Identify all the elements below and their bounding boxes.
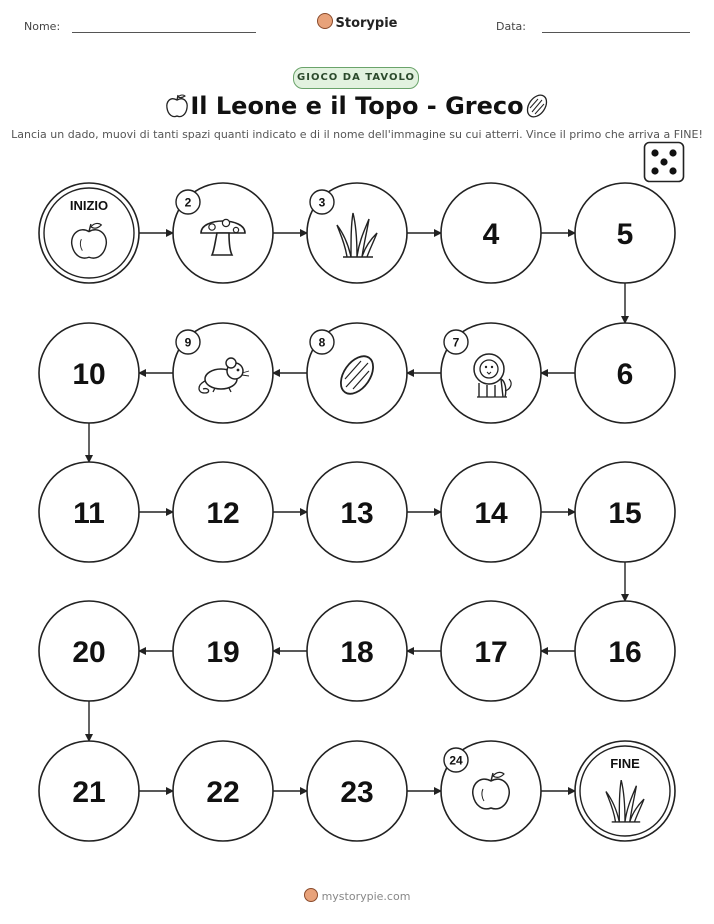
storypie-logo-icon [304,888,318,902]
board-space-22 [173,741,273,841]
board-space-12 [173,462,273,562]
footer [0,888,714,903]
board-space-3 [307,183,407,283]
board-spaces [39,183,675,841]
space-number: 10 [72,358,106,391]
board-space-18 [307,601,407,701]
space-number: 6 [616,358,634,391]
category-badge: GIOCO DA TAVOLO [293,67,419,89]
space-number: 4 [482,218,500,251]
footer-url: mystorypie.com [321,890,411,903]
page-title: Il Leone e il Topo - Greco [190,92,524,120]
space-number: 5 [616,218,634,251]
date-label: Data: [496,20,526,33]
board-space-21 [39,741,139,841]
space-number: 11 [73,497,105,530]
name-label: Nome: [24,20,61,33]
board-space-23 [307,741,407,841]
space-number: 15 [608,497,642,530]
board-space-9 [173,323,273,423]
space-label: INIZIO [69,198,109,213]
space-number: 21 [72,776,106,809]
space-number: 16 [608,636,642,669]
space-label: FINE [610,756,640,771]
board-space-fine [575,741,675,841]
space-number-badge: 3 [318,195,326,210]
board-space-11 [39,462,139,562]
board-space-6 [575,323,675,423]
board-space-19 [173,601,273,701]
board-space-4 [441,183,541,283]
board-space-16 [575,601,675,701]
space-number-badge: 9 [184,335,192,350]
space-number-badge: 8 [318,335,326,350]
board-space-2 [173,183,273,283]
board-space-17 [441,601,541,701]
board-space-15 [575,462,675,562]
space-number: 18 [340,636,374,669]
board-space-24 [441,741,541,841]
board-space-8 [307,323,407,423]
board-space-5 [575,183,675,283]
board-space-20 [39,601,139,701]
board-space-inizio [39,183,139,283]
board-space-13 [307,462,407,562]
instructions: Lancia un dado, muovi di tanti spazi quanti indicato e di il nome dell'immagine su cui atterri. Vince il primo che arriva a FINE! [11,128,703,141]
board-space-7 [441,323,541,423]
space-number: 22 [206,776,240,809]
space-number: 19 [206,636,240,669]
space-number: 12 [206,497,240,530]
space-number-badge: 7 [452,335,460,350]
brand-name: Storypie [335,16,398,31]
space-number: 13 [340,497,374,530]
board-space-14 [441,462,541,562]
board-space-10 [39,323,139,423]
space-number: 14 [474,497,508,530]
space-number: 17 [474,636,508,669]
space-number-badge: 24 [449,753,463,768]
space-number: 23 [340,776,374,809]
space-number-badge: 2 [184,195,192,210]
space-number: 20 [72,636,106,669]
